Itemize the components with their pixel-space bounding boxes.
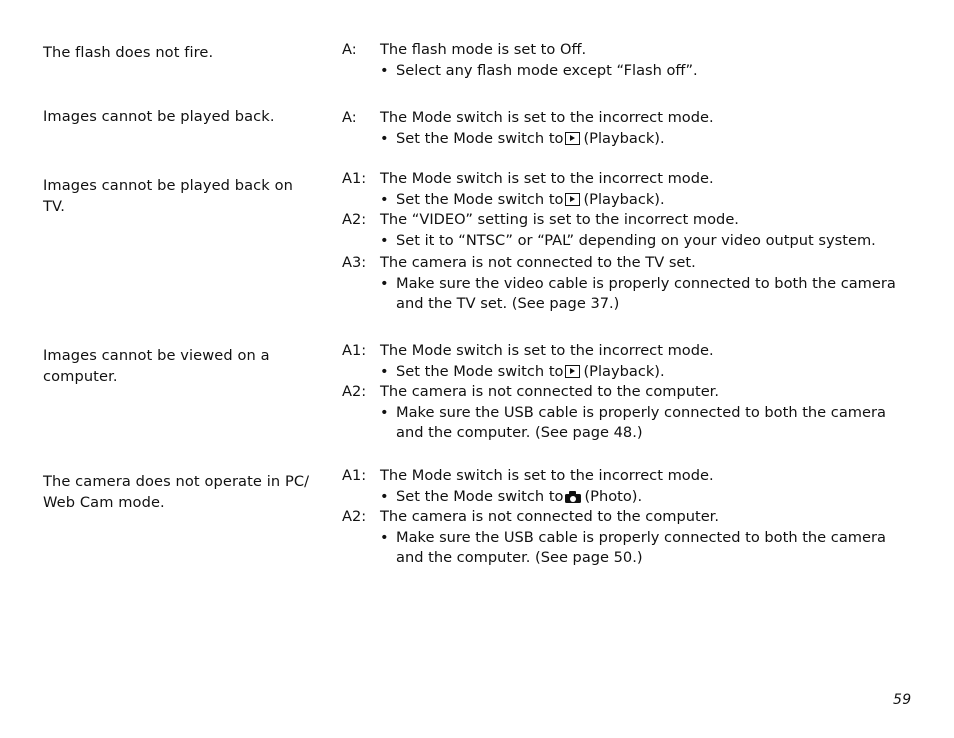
answer-label: A: [342,109,357,126]
answer-text: The Mode switch is set to the incorrect mode. [380,109,714,126]
answer-row [342,169,917,190]
answers-pc-webcam [342,466,917,569]
answer-label: A: [342,41,357,58]
answer-row [342,108,917,129]
bullet-glyph: • [380,403,389,421]
page-number: 59 [893,692,912,708]
bullet-text: Set it to “NTSC” or “PAL” depending on your video output system. [396,231,876,249]
answer-label: A2: [342,383,367,400]
problem-playback [43,107,318,128]
bullet-text: Select any flash mode except “Flash off”. [396,61,698,79]
problem-text: Images cannot be viewed on a computer. [43,347,270,385]
bullet-text: Make sure the USB cable is properly connected to both the camera and the computer. (See page 48.) [396,403,886,441]
answer-row [342,253,917,274]
answers-playback [342,108,917,149]
answer-text: The flash mode is set to Off. [380,41,587,58]
playback-icon [565,193,580,206]
bullet-item [342,362,917,383]
bullet-glyph: • [380,528,389,546]
answer-label: A3: [342,254,367,271]
bullet-text-part: (Playback). [583,362,665,380]
answer-row [342,507,917,528]
answer-row [342,466,917,487]
bullet-text-part: Set the Mode switch to [396,487,564,505]
answer-text: The Mode switch is set to the incorrect mode. [380,467,714,484]
camera-icon [565,491,581,503]
bullet-item [342,403,917,444]
problem-pc-webcam [43,472,318,513]
answers-computer [342,341,917,444]
answer-row [342,40,917,61]
answer-text: The Mode switch is set to the incorrect mode. [380,342,714,359]
answer-label: A1: [342,170,367,187]
bullet-text-part: Set the Mode switch to [396,129,564,147]
answer-row [342,210,917,231]
bullet-glyph: • [380,231,389,249]
bullet-item [342,129,917,150]
bullet-text: Make sure the USB cable is properly connected to both the camera and the computer. (See page 50.) [396,528,886,566]
playback-icon [565,132,580,145]
bullet-item [342,487,917,508]
bullet-text [396,190,917,211]
answer-label: A2: [342,508,367,525]
bullet-glyph: • [380,61,389,79]
problem-text: Images cannot be played back. [43,108,275,125]
bullet-glyph: • [380,487,389,505]
bullet-item [342,274,917,315]
bullet-text-part: (Playback). [583,129,665,147]
problem-flash [43,43,318,64]
answer-label: A2: [342,211,367,228]
bullet-text [396,129,917,150]
answer-text: The camera is not connected to the computer. [380,383,719,400]
bullet-text-part: Set the Mode switch to [396,190,564,208]
answer-row [342,382,917,403]
playback-icon [565,365,580,378]
bullet-item [342,61,917,82]
answer-text: The Mode switch is set to the incorrect mode. [380,170,714,187]
bullet-glyph: • [380,274,389,292]
answer-row [342,341,917,362]
problem-text: The flash does not fire. [43,44,214,61]
problem-tv [43,176,318,217]
answers-flash [342,40,917,81]
bullet-text-part: (Photo). [584,487,643,505]
bullet-text [396,362,917,383]
bullet-item [342,231,917,252]
problem-text: Images cannot be played back on TV. [43,177,293,215]
answer-text: The camera is not connected to the TV set. [380,254,696,271]
answer-text: The camera is not connected to the computer. [380,508,719,525]
answer-label: A1: [342,467,367,484]
bullet-text-part: (Playback). [583,190,665,208]
answer-label: A1: [342,342,367,359]
bullet-text: Make sure the video cable is properly connected to both the camera and the TV set. (See page 37.) [396,274,896,312]
bullet-item [342,528,917,569]
bullet-glyph: • [380,190,389,208]
answers-tv [342,169,917,315]
problem-text: The camera does not operate in PC/ Web Cam mode. [43,473,310,511]
answer-text: The “VIDEO” setting is set to the incorrect mode. [380,211,739,228]
bullet-text [396,487,917,508]
bullet-glyph: • [380,129,389,147]
bullet-item [342,190,917,211]
problem-computer [43,346,318,387]
bullet-glyph: • [380,362,389,380]
bullet-text-part: Set the Mode switch to [396,362,564,380]
